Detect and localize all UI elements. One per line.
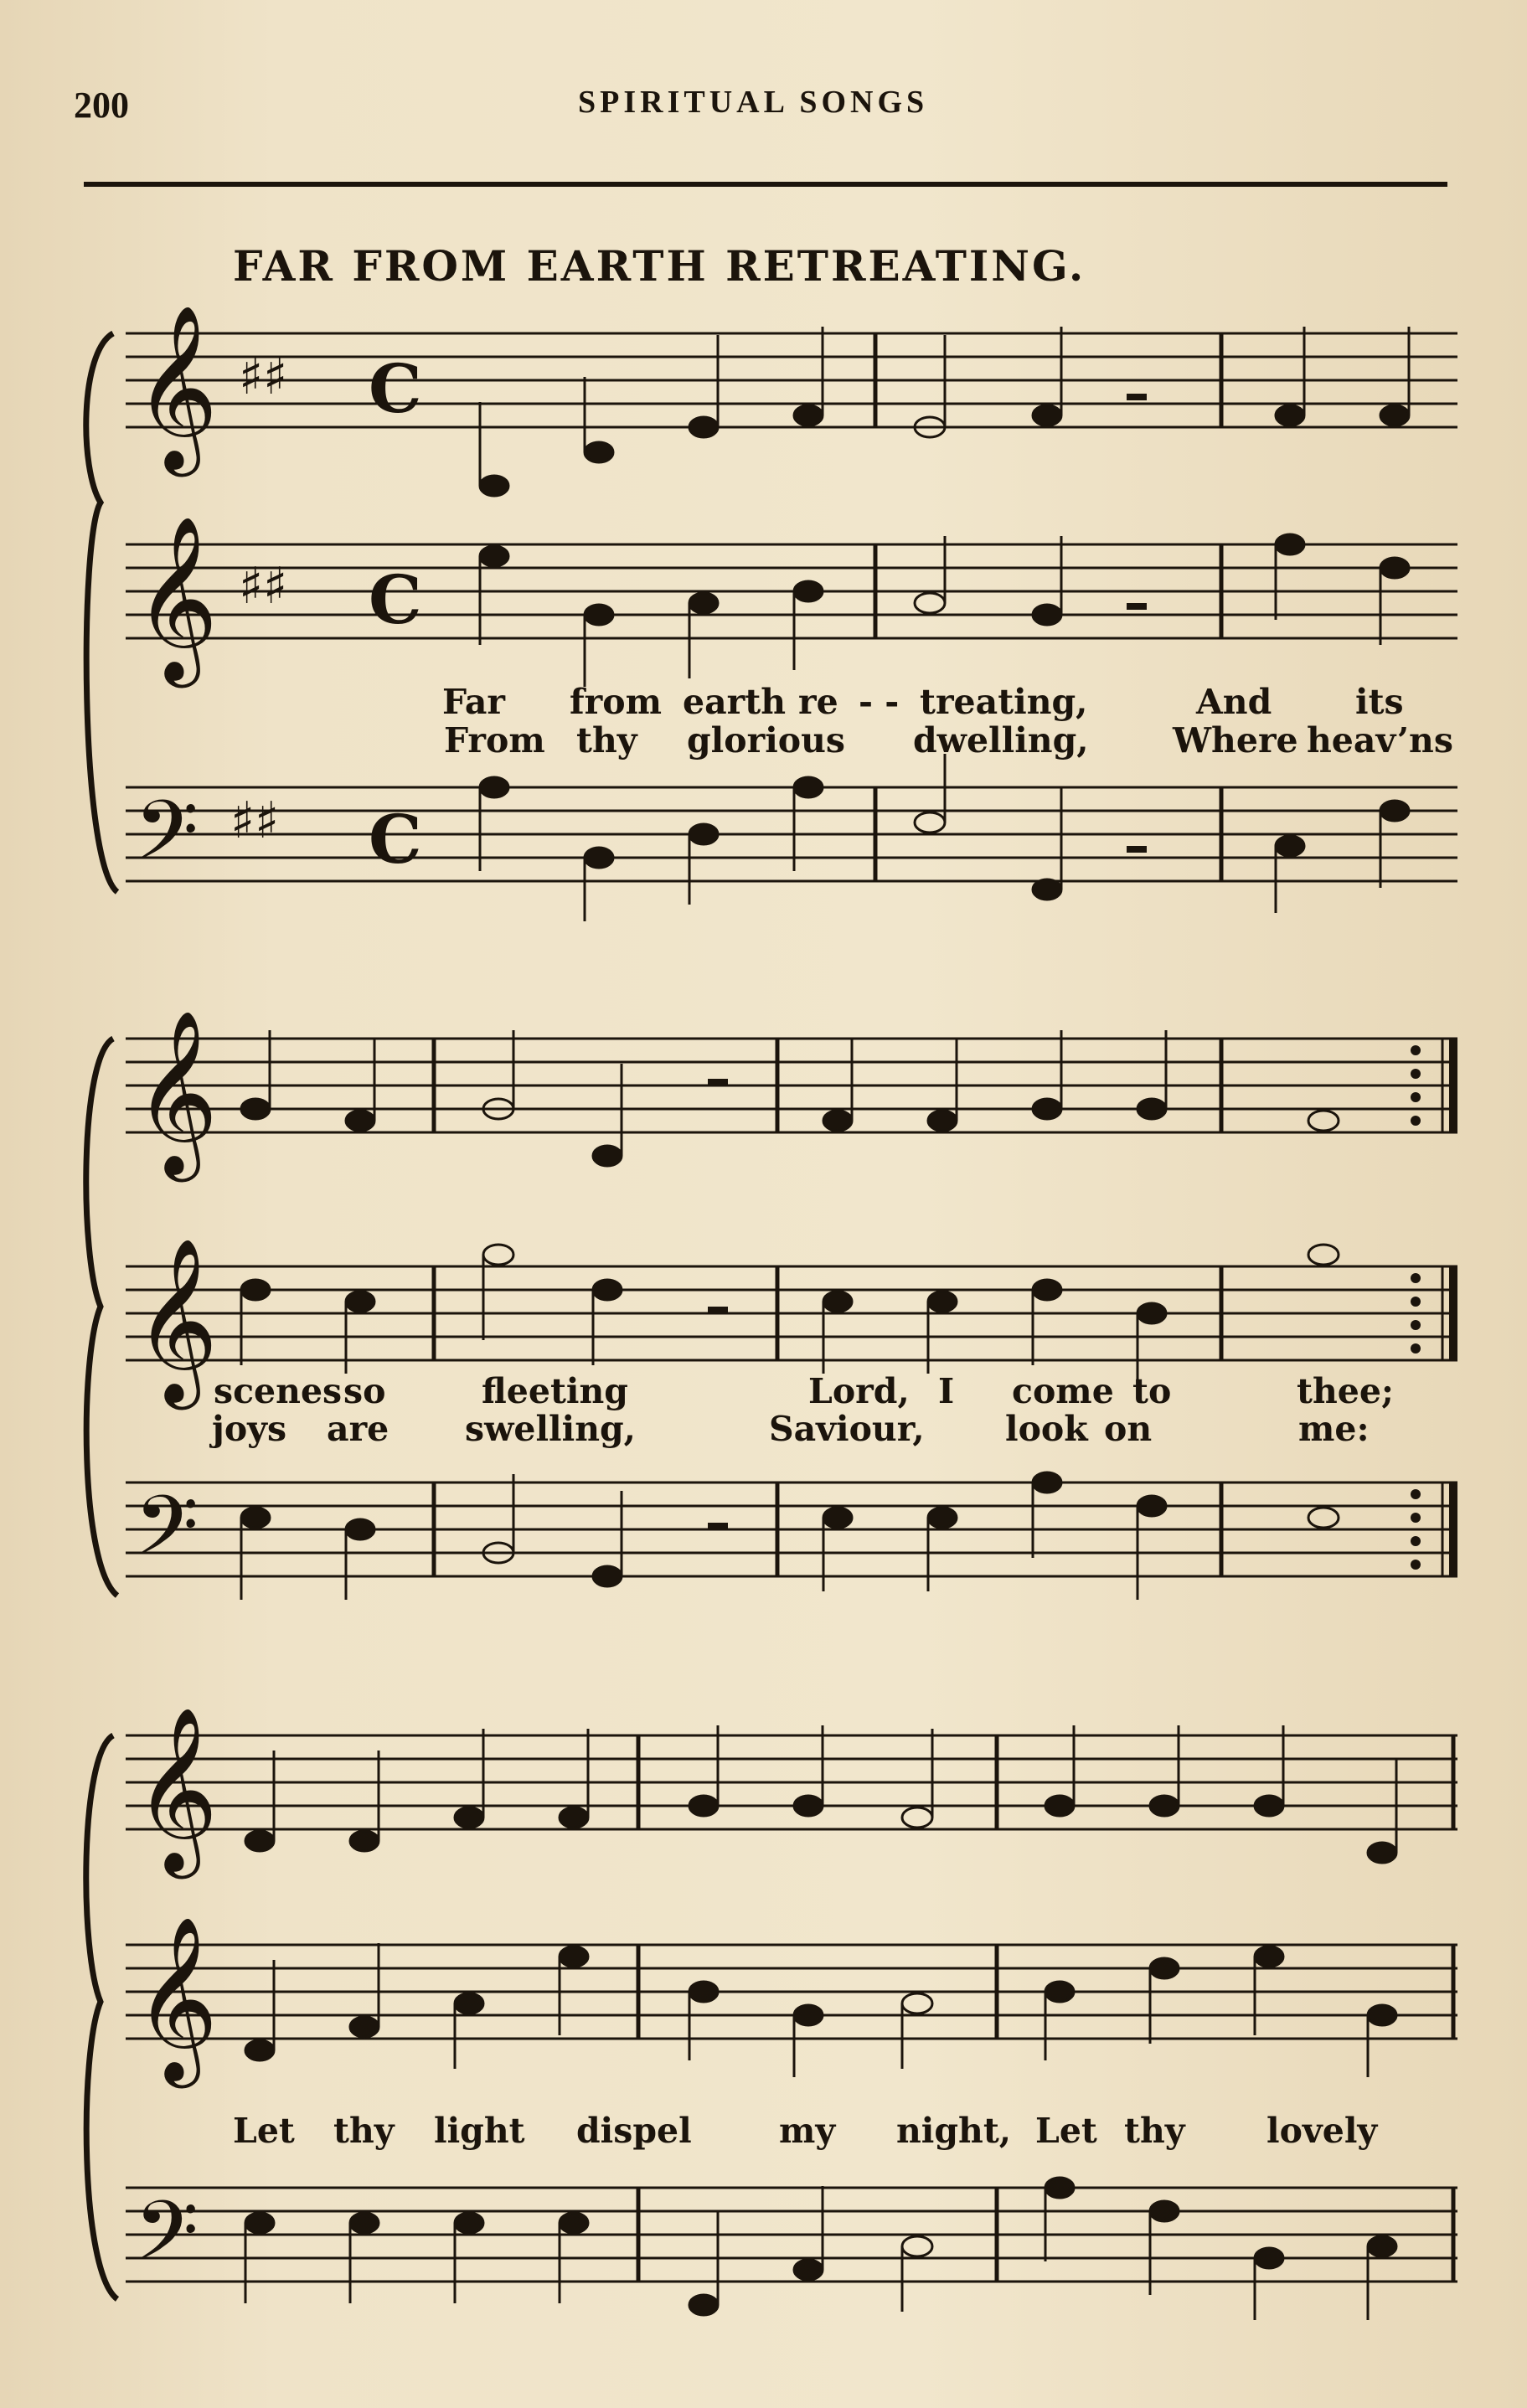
bass-clef-icon: 𝄢 — [134, 1478, 199, 1595]
bass-staff-2 — [126, 1482, 1457, 1576]
system-1 — [86, 333, 1457, 892]
treble-clef-icon: 𝄞 — [134, 1916, 219, 2081]
lyric-line: From thy glorious dwelling, Where heav’ns — [444, 720, 1453, 761]
treble-clef-icon: 𝄞 — [134, 304, 219, 470]
repeat-bar-2 — [1442, 1039, 1453, 1576]
notes-2 — [241, 1030, 1339, 1600]
notes-3 — [245, 1725, 1396, 2320]
rests-1 — [1127, 394, 1147, 853]
clefs-keys-1 — [134, 304, 422, 900]
lyric-line: scenesso fleeting Lord, I come to thee; — [214, 1371, 1395, 1411]
bass-staff-3 — [126, 2188, 1457, 2282]
repeat-dots-2 — [1411, 1045, 1421, 1570]
lyric-line: Far from earth re - - treating, And its — [442, 682, 1404, 722]
brace-3 — [86, 1735, 117, 2299]
key-signature-sharps: ♯♯ — [239, 557, 288, 616]
treble-clef-icon: 𝄞 — [134, 1706, 219, 1872]
bass-clef-icon: 𝄢 — [134, 783, 199, 900]
page-number: 200 — [74, 85, 129, 126]
lyric-line: Let thy light dispel my night, Let thy lovely — [233, 2111, 1378, 2151]
treble-staff-3 — [126, 1735, 1457, 1829]
system-2 — [86, 1039, 1457, 1596]
bass-staff-1 — [126, 787, 1457, 881]
common-time-icon: C — [369, 800, 422, 879]
treble-clef-icon: 𝄞 — [134, 515, 219, 681]
alto-staff-1 — [126, 544, 1457, 638]
alto-staff-2 — [126, 1266, 1457, 1360]
brace-2 — [86, 1039, 117, 1596]
key-signature-sharps: ♯♯ — [230, 791, 280, 850]
rests-2 — [708, 1079, 728, 1529]
bass-clef-icon: 𝄢 — [134, 2184, 199, 2300]
treble-staff-2 — [126, 1039, 1457, 1132]
treble-clef-icon: 𝄞 — [134, 1009, 219, 1175]
key-signature-sharps: ♯♯ — [239, 348, 288, 406]
treble-clef-icon: 𝄞 — [134, 1237, 219, 1403]
hymn-title: FAR FROM EARTH RETREATING. — [233, 241, 1086, 291]
treble-staff-1 — [126, 333, 1457, 427]
lyric-line: joys are swelling, Saviour, look on me: — [212, 1409, 1370, 1449]
common-time-icon: C — [369, 560, 422, 639]
system-3 — [86, 1735, 1457, 2299]
notes-1 — [480, 327, 1409, 921]
common-time-icon: C — [369, 349, 422, 428]
running-title: SPIRITUAL SONGS — [578, 85, 929, 120]
brace-1 — [86, 333, 117, 892]
